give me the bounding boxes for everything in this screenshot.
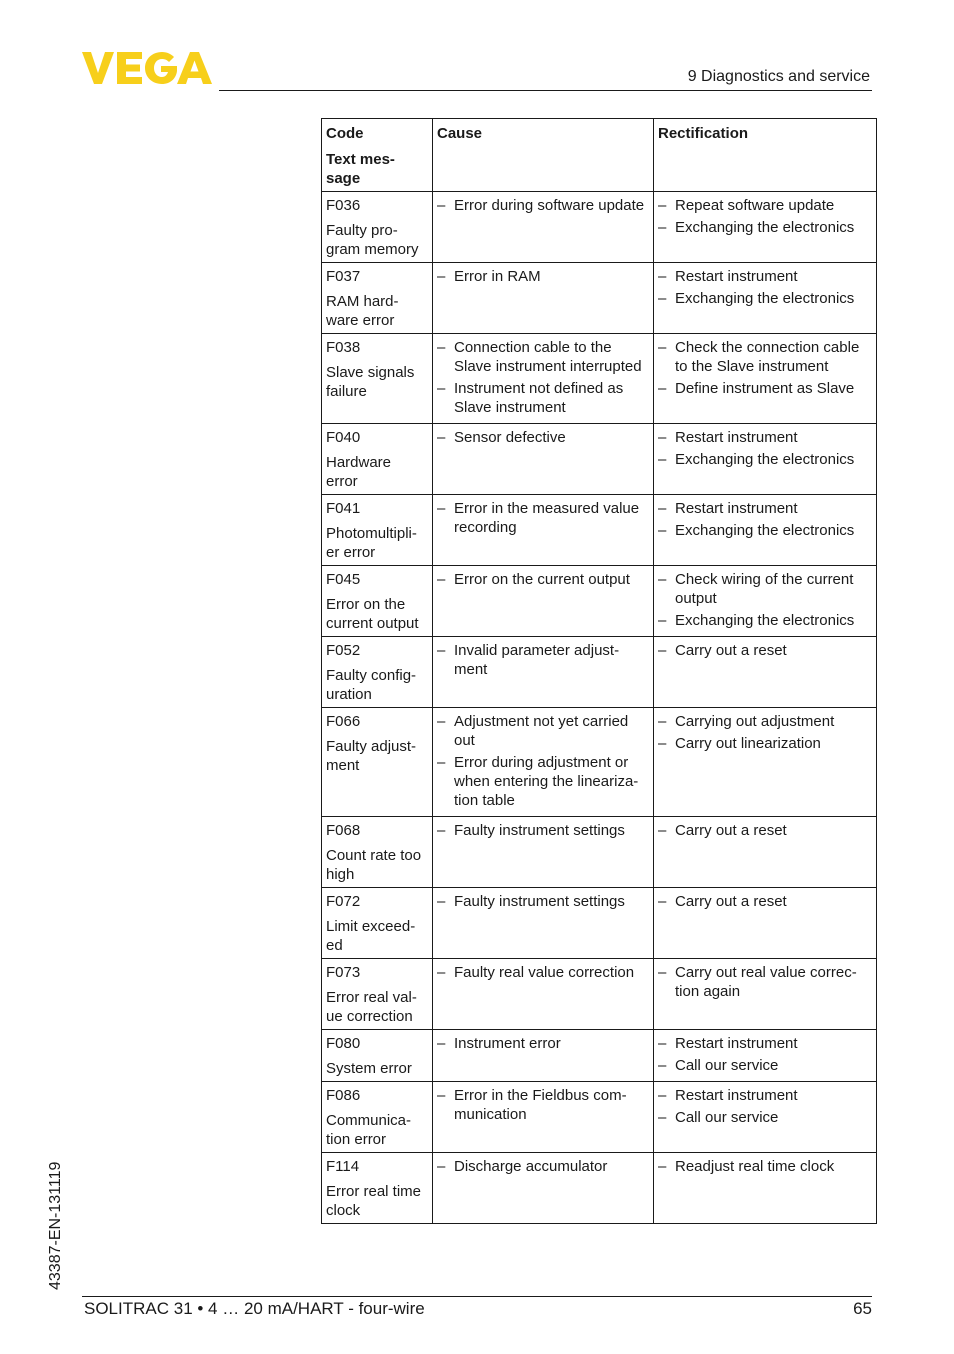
cause-list bbox=[437, 963, 649, 982]
table-row bbox=[322, 708, 877, 817]
error-code: F036 bbox=[326, 197, 361, 214]
code-cell bbox=[322, 566, 433, 637]
cause-cell bbox=[433, 334, 654, 424]
cause-item: – Adjustment not yet carried out bbox=[437, 712, 649, 750]
error-code-table bbox=[321, 118, 877, 1224]
rectification-item: – Check the connection cable to the Slave instrument bbox=[658, 338, 872, 376]
cause-list bbox=[437, 499, 649, 537]
code-cell bbox=[322, 959, 433, 1030]
error-code: F086 bbox=[326, 1087, 361, 1104]
footer-product: SOLITRAC 31 • 4 … 20 mA/HART - four-wire bbox=[84, 1299, 425, 1318]
error-message: Count rate too high bbox=[326, 847, 422, 883]
cause-item: – Instrument not defined as Slave instrument bbox=[437, 379, 649, 417]
rectification-cell bbox=[654, 1030, 877, 1082]
error-code: F045 bbox=[326, 571, 361, 588]
error-code: F073 bbox=[326, 964, 361, 981]
cause-list bbox=[437, 1086, 649, 1124]
code-cell bbox=[322, 192, 433, 263]
cause-cell bbox=[433, 888, 654, 959]
rectification-list bbox=[658, 499, 872, 540]
error-message: Error real time clock bbox=[326, 1183, 422, 1219]
cause-item: – Error in the measured value recording bbox=[437, 499, 649, 537]
rectification-list bbox=[658, 641, 872, 660]
error-message: Photomultipli- er error bbox=[326, 525, 417, 561]
rectification-cell bbox=[654, 888, 877, 959]
vega-logo bbox=[82, 52, 212, 84]
code-cell bbox=[322, 1082, 433, 1153]
rectification-item: – Exchanging the electronics bbox=[658, 521, 872, 540]
error-message: RAM hard- ware error bbox=[326, 293, 399, 329]
rectification-item: – Call our service bbox=[658, 1056, 872, 1075]
table-row bbox=[322, 637, 877, 708]
rectification-list bbox=[658, 196, 872, 237]
error-message: Faulty pro- gram memory bbox=[326, 222, 419, 258]
cause-cell bbox=[433, 192, 654, 263]
cause-item: – Faulty instrument settings bbox=[437, 892, 649, 911]
cause-list bbox=[437, 1034, 649, 1053]
rectification-item: – Carry out linearization bbox=[658, 734, 872, 753]
error-message: Error on the current output bbox=[326, 596, 419, 632]
code-cell bbox=[322, 817, 433, 888]
rectification-list bbox=[658, 712, 872, 753]
rectification-item: – Restart instrument bbox=[658, 499, 872, 518]
rectification-item: – Call our service bbox=[658, 1108, 872, 1127]
rectification-item: – Restart instrument bbox=[658, 1086, 872, 1105]
rectification-item: – Readjust real time clock bbox=[658, 1157, 872, 1176]
error-message: System error bbox=[326, 1060, 412, 1077]
cause-item: – Error in RAM bbox=[437, 267, 649, 286]
rectification-item: – Restart instrument bbox=[658, 428, 872, 447]
cause-list bbox=[437, 196, 649, 215]
error-code: F080 bbox=[326, 1035, 361, 1052]
rectification-cell bbox=[654, 192, 877, 263]
header-code bbox=[322, 119, 433, 192]
diagnostics-table-container bbox=[321, 118, 876, 1224]
error-code: F040 bbox=[326, 429, 361, 446]
error-code: F072 bbox=[326, 893, 361, 910]
footer-divider bbox=[82, 1296, 872, 1297]
rectification-list bbox=[658, 428, 872, 469]
error-message: Limit exceed- ed bbox=[326, 918, 416, 954]
rectification-list bbox=[658, 892, 872, 911]
cause-cell bbox=[433, 566, 654, 637]
header-code-label: Code bbox=[326, 125, 364, 142]
cause-cell bbox=[433, 637, 654, 708]
rectification-list bbox=[658, 267, 872, 308]
cause-item: – Connection cable to the Slave instrument interrupted bbox=[437, 338, 649, 376]
code-cell bbox=[322, 1153, 433, 1224]
cause-list bbox=[437, 892, 649, 911]
rectification-item: – Exchanging the electronics bbox=[658, 611, 872, 630]
rectification-item: – Exchanging the electronics bbox=[658, 450, 872, 469]
rectification-item: – Carry out a reset bbox=[658, 892, 872, 911]
cause-list bbox=[437, 821, 649, 840]
code-cell bbox=[322, 708, 433, 817]
rectification-item: – Carry out a reset bbox=[658, 821, 872, 840]
table-row bbox=[322, 192, 877, 263]
table-row bbox=[322, 1082, 877, 1153]
cause-cell bbox=[433, 1030, 654, 1082]
cause-item: – Error in the Fieldbus com-munication bbox=[437, 1086, 649, 1124]
table-header-row bbox=[322, 119, 877, 192]
cause-list bbox=[437, 428, 649, 447]
cause-list bbox=[437, 1157, 649, 1176]
rectification-list bbox=[658, 821, 872, 840]
table-row bbox=[322, 1030, 877, 1082]
error-message: Faulty config- uration bbox=[326, 667, 417, 703]
rectification-list bbox=[658, 1157, 872, 1176]
table-row bbox=[322, 263, 877, 334]
rectification-cell bbox=[654, 1153, 877, 1224]
rectification-item: – Restart instrument bbox=[658, 267, 872, 286]
cause-item: – Error during software update bbox=[437, 196, 649, 215]
cause-item: – Faulty instrument settings bbox=[437, 821, 649, 840]
rectification-list bbox=[658, 338, 872, 398]
error-message: Communica- tion error bbox=[326, 1112, 412, 1148]
cause-item: – Error during adjustment or when entering the lineariza-tion table bbox=[437, 753, 649, 810]
rectification-cell bbox=[654, 334, 877, 424]
cause-cell bbox=[433, 708, 654, 817]
rectification-item: – Exchanging the electronics bbox=[658, 218, 872, 237]
table-row bbox=[322, 334, 877, 424]
cause-item: – Sensor defective bbox=[437, 428, 649, 447]
header-rectification: Rectification bbox=[654, 119, 877, 192]
cause-cell bbox=[433, 263, 654, 334]
cause-list bbox=[437, 641, 649, 679]
code-cell bbox=[322, 495, 433, 566]
cause-list bbox=[437, 712, 649, 810]
code-cell bbox=[322, 1030, 433, 1082]
cause-item: – Instrument error bbox=[437, 1034, 649, 1053]
header-divider bbox=[219, 90, 872, 91]
rectification-item: – Define instrument as Slave bbox=[658, 379, 872, 398]
error-message: Faulty adjust- ment bbox=[326, 738, 417, 774]
cause-cell bbox=[433, 1153, 654, 1224]
header-text-message-label: Text mes- sage bbox=[326, 151, 395, 187]
code-cell bbox=[322, 637, 433, 708]
error-code: F114 bbox=[326, 1158, 360, 1175]
rectification-cell bbox=[654, 637, 877, 708]
rectification-list bbox=[658, 1086, 872, 1127]
rectification-cell bbox=[654, 263, 877, 334]
error-code: F052 bbox=[326, 642, 361, 659]
cause-list bbox=[437, 338, 649, 417]
error-message: Slave signals failure bbox=[326, 364, 415, 400]
rectification-cell bbox=[654, 708, 877, 817]
code-cell bbox=[322, 334, 433, 424]
cause-cell bbox=[433, 817, 654, 888]
table-body bbox=[322, 192, 877, 1224]
rectification-cell bbox=[654, 495, 877, 566]
rectification-cell bbox=[654, 959, 877, 1030]
rectification-item: – Exchanging the electronics bbox=[658, 289, 872, 308]
rectification-item: – Check wiring of the current output bbox=[658, 570, 872, 608]
rectification-item: – Restart instrument bbox=[658, 1034, 872, 1053]
cause-item: – Error on the current output bbox=[437, 570, 649, 589]
cause-cell bbox=[433, 495, 654, 566]
rectification-item: – Repeat software update bbox=[658, 196, 872, 215]
document-id: 43387-EN-131119 bbox=[47, 1161, 64, 1290]
error-message: Hardware error bbox=[326, 454, 392, 490]
error-code: F066 bbox=[326, 713, 361, 730]
cause-cell bbox=[433, 1082, 654, 1153]
code-cell bbox=[322, 888, 433, 959]
code-cell bbox=[322, 263, 433, 334]
rectification-item: – Carrying out adjustment bbox=[658, 712, 872, 731]
cause-list bbox=[437, 267, 649, 286]
error-message: Error real val- ue correction bbox=[326, 989, 417, 1025]
cause-item: – Discharge accumulator bbox=[437, 1157, 649, 1176]
table-row bbox=[322, 566, 877, 637]
section-title: 9 Diagnostics and service bbox=[687, 68, 870, 85]
table-row bbox=[322, 959, 877, 1030]
cause-item: – Faulty real value correction bbox=[437, 963, 649, 982]
table-row bbox=[322, 424, 877, 495]
code-cell bbox=[322, 424, 433, 495]
rectification-list bbox=[658, 1034, 872, 1075]
table-row bbox=[322, 888, 877, 959]
rectification-cell bbox=[654, 817, 877, 888]
rectification-cell bbox=[654, 1082, 877, 1153]
table-row bbox=[322, 1153, 877, 1224]
error-code: F068 bbox=[326, 822, 361, 839]
table-row bbox=[322, 817, 877, 888]
rectification-list bbox=[658, 963, 872, 1001]
error-code: F041 bbox=[326, 500, 361, 517]
error-code: F037 bbox=[326, 268, 361, 285]
cause-item: – Invalid parameter adjust-ment bbox=[437, 641, 649, 679]
rectification-cell bbox=[654, 566, 877, 637]
rectification-item: – Carry out a reset bbox=[658, 641, 872, 660]
rectification-cell bbox=[654, 424, 877, 495]
rectification-list bbox=[658, 570, 872, 630]
cause-list bbox=[437, 570, 649, 589]
cause-cell bbox=[433, 424, 654, 495]
rectification-item: – Carry out real value correc-tion again bbox=[658, 963, 872, 1001]
cause-cell bbox=[433, 959, 654, 1030]
vega-logo-mark bbox=[82, 52, 212, 84]
header-cause: Cause bbox=[433, 119, 654, 192]
error-code: F038 bbox=[326, 339, 361, 356]
page-number: 65 bbox=[853, 1299, 872, 1318]
table-row bbox=[322, 495, 877, 566]
